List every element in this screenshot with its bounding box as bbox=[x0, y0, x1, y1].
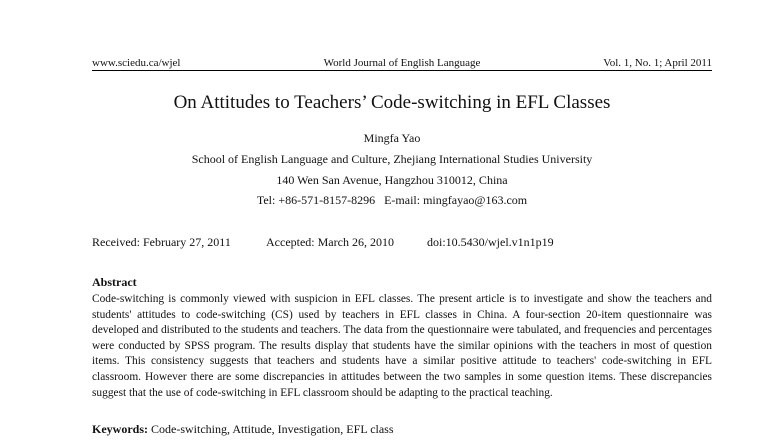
author-name: Mingfa Yao bbox=[363, 131, 421, 145]
abstract-heading: Abstract bbox=[92, 275, 137, 289]
keywords-text: Code-switching, Attitude, Investigation, EFL class bbox=[151, 422, 394, 436]
volume-info: Vol. 1, No. 1; April 2011 bbox=[603, 57, 712, 69]
accepted-date: Accepted: March 26, 2010 bbox=[266, 235, 394, 249]
doi: doi:10.5430/wjel.v1n1p19 bbox=[427, 235, 554, 249]
running-header bbox=[92, 56, 712, 71]
abstract-text: Code-switching is commonly viewed with suspicion in EFL classes. The present article is to investigate and show the teachers and students' attitudes to code-switching (CS) used by teachers in EFL classes in China. A four-section 20-item questionnaire was developed and distributed to the students and teachers. The data from the questionnaire were tabulated, and frequencies and percentages were conducted by SPSS program. The results display that students have the similar opinions with the teachers in most of question items. This consistency suggests that teachers and students have a similar positive attitude to teachers' code-switching in EFL classroom. However there are some discrepancies in attitudes between the two samples in some question items. These discrepancies suggest that the use of code-switching in EFL classroom should be adapting to the practical teaching. bbox=[92, 293, 712, 399]
keywords-line bbox=[92, 422, 394, 437]
journal-name: World Journal of English Language bbox=[323, 57, 481, 69]
received-date: Received: February 27, 2011 bbox=[92, 235, 231, 249]
keywords-label: Keywords: bbox=[92, 422, 148, 436]
contact-info: Tel: +86-571-8157-8296 E-mail: mingfayao@163.com bbox=[256, 193, 528, 207]
affiliation: School of English Language and Culture, Zhejiang International Studies University bbox=[191, 152, 593, 166]
paper-title: On Attitudes to Teachers’ Code-switching in EFL Classes bbox=[173, 92, 611, 113]
address: 140 Wen San Avenue, Hangzhou 310012, China bbox=[276, 173, 508, 187]
journal-website: www.sciedu.ca/wjel bbox=[92, 57, 181, 69]
dates-line bbox=[0, 235, 784, 251]
